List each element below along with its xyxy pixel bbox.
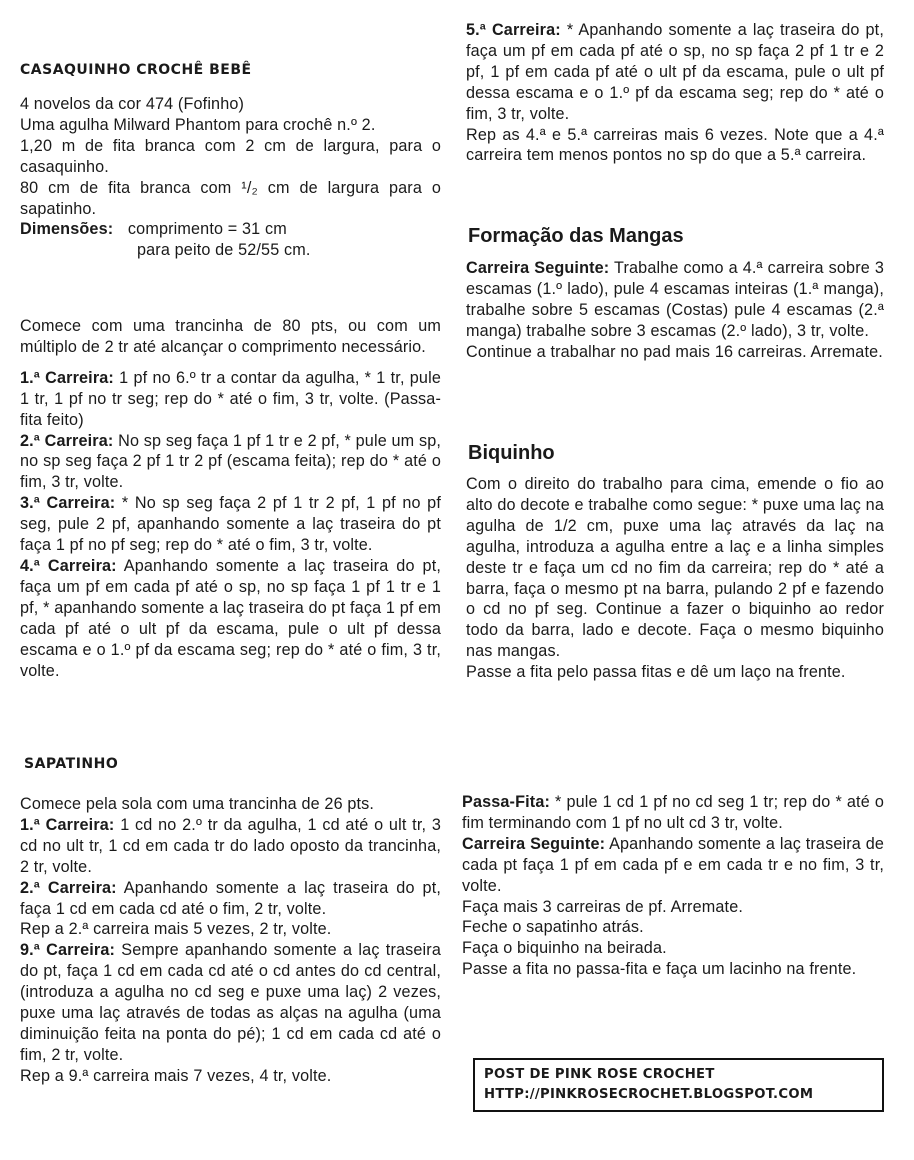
row-label: Carreira Seguinte: [466, 259, 610, 277]
row-text: No sp seg faça 1 pf 1 tr e 2 pf, * pule um sp, no sp seg faça 2 pf 1 tr 2 pf (escama feita); rep do * até o fim, 3 tr, volte. [20, 431, 441, 492]
material-item: 80 cm de fita branca com ¹/₂ cm de largura para o sapatinho. [20, 178, 441, 218]
dimensions-length: comprimento = 31 cm [127, 220, 287, 239]
row-5 [466, 20, 884, 125]
row-label: 4.ª Carreira: [20, 556, 117, 575]
materials-list [20, 94, 441, 261]
sapatinho-row-9 [20, 940, 441, 1065]
dimensions-line [20, 219, 441, 240]
row-label: 1.ª Carreira: [20, 368, 114, 387]
dimensions-chest: para peito de 52/55 cm. [137, 241, 311, 260]
finish-line: Faça mais 3 carreiras de pf. Arremate. [462, 897, 743, 916]
row-text: * Apanhando somente a laç traseira do pt, faça um pf em cada pf até o sp, no sp faça 2 pf 1 tr e 2 pf, 1 pf em cada pf até o ult pf da escama, pule o ult pf dessa escama e o 1.º pf da escama seg; rep do * até o fim, 3 tr, volte. [466, 21, 884, 123]
sapatinho-left [20, 794, 441, 1087]
sapatinho-row-2 [20, 878, 441, 920]
casaquinho-intro: Comece com uma trancinha de 80 pts, ou com um múltiplo de 2 tr até alcançar o comprimento necessário. [20, 317, 441, 356]
row-label: 9.ª Carreira: [20, 941, 116, 960]
row-3 [20, 493, 441, 556]
row-label: 5.ª Carreira: [466, 21, 561, 39]
mangas-section [466, 258, 884, 363]
casaquinho-title: CASAQUINHO CROCHÊ BEBÊ [20, 62, 252, 78]
biquinho-final: Passe a fita pelo passa fitas e dê um laço na frente. [466, 663, 846, 682]
mangas-row [466, 258, 884, 342]
sapatinho-rep-2: Rep a 2.ª carreira mais 5 vezes, 2 tr, volte. [20, 920, 332, 939]
mangas-continue: Continue a trabalhar no pad mais 16 carreiras. Arremate. [466, 342, 883, 361]
repeat-note: Rep as 4.ª e 5.ª carreiras mais 6 vezes. Note que a 4.ª carreira tem menos pontos no sp do que a 5.ª carreira. [466, 125, 884, 165]
credit-box [473, 1058, 884, 1112]
mangas-heading: Formação das Mangas [468, 225, 684, 247]
row-text: 1 pf no 6.º tr a contar da agulha, * 1 tr, pule 1 tr, 1 pf no tr seg; rep do * até o fim, 3 tr, volte. (Passa-fita feito) [20, 368, 441, 429]
row-2 [20, 431, 441, 494]
biquinho-section [466, 474, 884, 683]
sapatinho-row-1 [20, 815, 441, 878]
row-label: 2.ª Carreira: [20, 431, 114, 450]
casaquinho-instructions [20, 316, 441, 681]
row-text: Sempre apanhando somente a laç traseira do pt, faça 1 cd em cada cd até o cd antes do cd central, (introduza a agulha no cd seg e puxe uma laç) 2 vezes, puxe uma laç através de todas as alças na agulha (uma diminuição feita na ponta do pé); 1 cd em cada cd até o fim, 2 tr, volte. [20, 941, 441, 1064]
seguinte-row [462, 834, 884, 897]
row-label: Carreira Seguinte: [462, 834, 606, 853]
row-text: Apanhando somente a laç traseira de cada pt faça 1 pf em cada pf e em cada tr e no fim, 3 tr, volte. [462, 834, 884, 895]
biquinho-text: Com o direito do trabalho para cima, emende o fio ao alto do decote e trabalhe como segue: * puxe uma laç na agulha de 1/2 cm, puxe uma laç através da laç na agulha, introduza a agulha entre a laç e a linha simples deste tr e faça um cd no fim da carreira; rep do * até a barra, faça o mesmo pt na barra, pulando 2 pf e fazendo o cd no pf seg. Continue a fazer o biquinho ao redor todo da barra, lado e decote. Faça o mesmo biquinho nas mangas. [466, 475, 884, 661]
finish-line: Faça o biquinho na beirada. [462, 939, 667, 958]
material-item: 4 novelos da cor 474 (Fofinho) [20, 95, 245, 113]
sapatinho-right [462, 792, 884, 980]
row-label: Passa-Fita: [462, 793, 551, 811]
row-4 [20, 556, 441, 681]
row-text: Apanhando somente a laç traseira do pt, faça 1 cd em cada cd até o fim, 2 tr, volte. [20, 878, 441, 918]
row-text: Apanhando somente a laç traseira do pt, faça um pf em cada pf até o sp, no sp faça 1 pf 1 tr e 1 pf, * apanhando somente a laç traseira do pt faça 1 pf em cada pf até o ult pf da escama, pule o ult pf dessa escama e o 1.º pf da escama seg; rep do * até o fim, 3 tr, volte. [20, 556, 441, 680]
biquinho-heading: Biquinho [468, 442, 555, 464]
credit-line: POST DE PINK ROSE CROCHET [484, 1067, 715, 1082]
row-text: * pule 1 cd 1 pf no cd seg 1 tr; rep do * até o fim terminando com 1 pf no ult cd 3 tr, volte. [462, 793, 884, 832]
row-label: 3.ª Carreira: [20, 494, 116, 513]
material-item: 1,20 m de fita branca com 2 cm de largura, para o casaquinho. [20, 136, 441, 176]
sapatinho-intro: Comece pela sola com uma trancinha de 26 pts. [20, 795, 375, 813]
row-text: * No sp seg faça 2 pf 1 tr 2 pf, 1 pf no pf seg, pule 2 pf, apanhando somente a laç traseira do pt faça 1 pf no pf seg; rep do * até o fim, 3 tr, volte. [20, 494, 441, 555]
row-text: 1 cd no 2.º tr da agulha, 1 cd até o ult tr, 3 cd no ult tr, 1 cd em cada tr do lado oposto da trancinha, 2 tr, volte. [20, 815, 441, 876]
row-1 [20, 368, 441, 431]
row-text: Trabalhe como a 4.ª carreira sobre 3 escamas (1.º lado), pule 4 escamas inteiras (1.ª manga), trabalhe sobre 5 escamas (Costas) pule 4 escamas (2.ª manga) trabalhe sobre 3 escamas (2.º lado), 3 tr, volte. [466, 259, 884, 340]
passa-fita-row [462, 792, 884, 834]
casaquinho-continued [466, 20, 884, 166]
finish-line: Feche o sapatinho atrás. [462, 918, 644, 937]
finish-line: Passe a fita no passa-fita e faça um lacinho na frente. [462, 960, 857, 979]
row-label: 1.ª Carreira: [20, 815, 115, 834]
material-item: Uma agulha Milward Phantom para crochê n.º 2. [20, 115, 376, 134]
row-label: 2.ª Carreira: [20, 878, 117, 897]
sapatinho-rep-9: Rep a 9.ª carreira mais 7 vezes, 4 tr, volte. [20, 1066, 332, 1085]
credit-url[interactable]: HTTP://PINKROSECROCHET.BLOGSPOT.COM [484, 1087, 814, 1102]
dimensions-label: Dimensões: [20, 220, 114, 239]
sapatinho-title: SAPATINHO [24, 756, 119, 772]
